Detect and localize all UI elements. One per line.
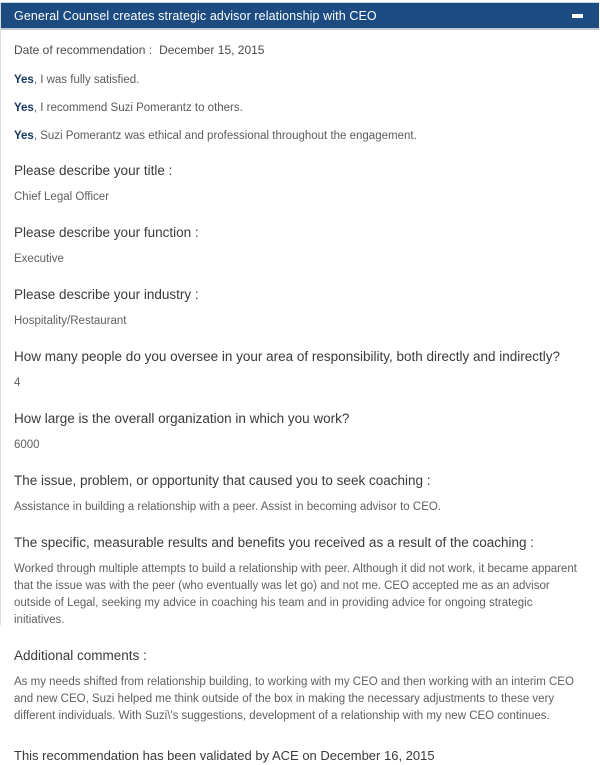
page-title: General Counsel creates strategic advisor relationship with CEO [14, 8, 377, 23]
answer-value: Worked through multiple attempts to build a relationship with peer. Although it did not work, it became apparent that the issue was with the peer (who eventually was let go) and not me. CEO accepted me as an advisor outside of Legal, seeking my advice in coaching his team and in providing advice for ongoing strategic initiatives. [14, 563, 577, 626]
validation-statement: This recommendation has been validated by ACE on December 16, 2015 [14, 748, 435, 763]
question-label: The issue, problem, or opportunity that caused you to seek coaching : [14, 473, 431, 488]
qa-item-title [14, 162, 586, 206]
affirmation-yes-label: Yes [14, 74, 34, 86]
qa-item-oversight-count [14, 348, 586, 392]
minimize-icon-bar [572, 14, 583, 18]
qa-item-organization-size [14, 410, 586, 454]
affirmation-yes-label: Yes [14, 102, 34, 114]
answer-value: Hospitality/Restaurant [14, 315, 127, 327]
answer-value: As my needs shifted from relationship building, to working with my CEO and then working with an interim CEO and new CEO, Suzi helped me think outside of the box in making the necessary adjustments to these very different individuals. With Suzi\'s suggestions, development of a relationship with my new CEO continues. [14, 676, 574, 722]
affirmation-text: , I was fully satisfied. [33, 74, 140, 86]
date-value: December 15, 2015 [159, 43, 265, 57]
question-label: Please describe your industry : [14, 287, 199, 302]
question-label: Please describe your title : [14, 163, 173, 178]
answer-value: Assistance in building a relationship with a peer. Assist in becoming advisor to CEO. [14, 501, 441, 513]
question-label: How many people do you oversee in your area of responsibility, both directly and indirectly? [14, 349, 561, 364]
question-label: How large is the overall organization in which you work? [14, 411, 350, 426]
affirmation-recommend [14, 100, 586, 116]
affirmation-text: , Suzi Pomerantz was ethical and professional throughout the engagement. [33, 130, 417, 142]
question-label: The specific, measurable results and benefits you received as a result of the coaching : [14, 535, 535, 550]
recommendation-panel [0, 2, 600, 763]
date-of-recommendation [14, 42, 586, 58]
answer-value: 6000 [14, 439, 40, 451]
qa-item-issue [14, 472, 586, 516]
date-label: Date of recommendation : [14, 43, 153, 57]
question-label: Please describe your function : [14, 225, 199, 240]
answer-value: Executive [14, 253, 64, 265]
affirmation-yes-label: Yes [14, 130, 34, 142]
affirmation-text: , I recommend Suzi Pomerantz to others. [33, 102, 243, 114]
qa-item-industry [14, 286, 586, 330]
qa-item-results [14, 534, 586, 629]
affirmation-ethical [14, 128, 586, 144]
qa-item-additional-comments [14, 647, 586, 725]
question-label: Additional comments : [14, 648, 147, 663]
affirmation-satisfied [14, 72, 586, 88]
answer-value: Chief Legal Officer [14, 191, 110, 203]
answer-value: 4 [14, 377, 21, 389]
minimize-icon[interactable] [569, 8, 585, 24]
qa-item-function [14, 224, 586, 268]
panel-header [1, 2, 599, 30]
panel-body [1, 30, 599, 765]
